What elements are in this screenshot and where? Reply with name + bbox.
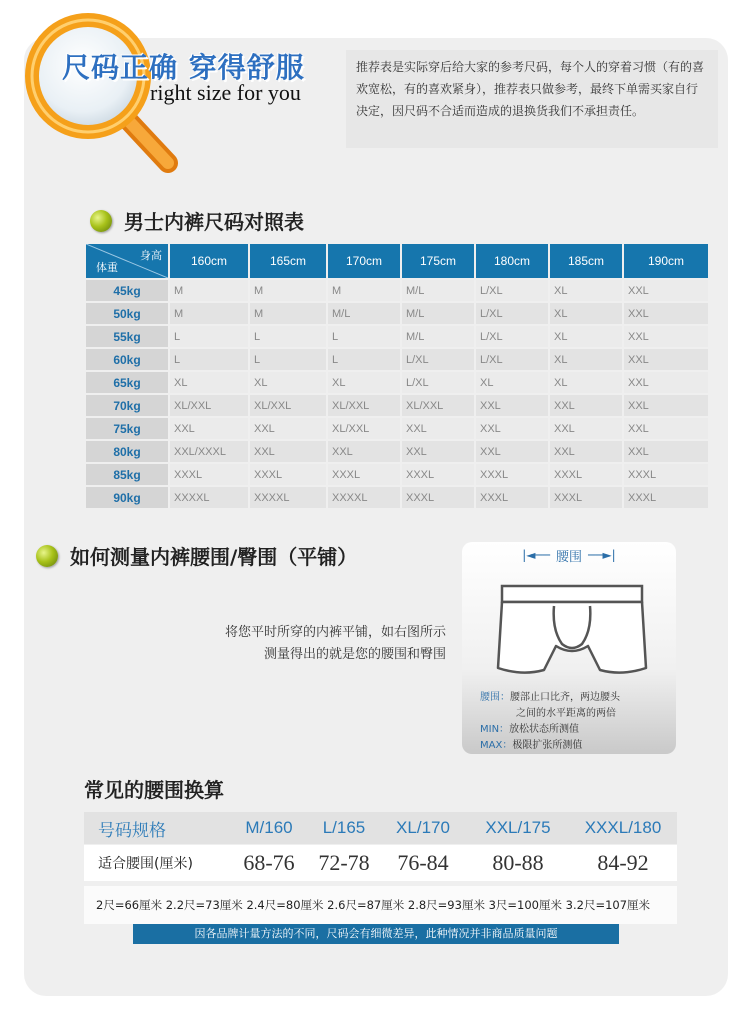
size-cell: M <box>250 303 326 324</box>
size-cell: XXXL <box>550 487 622 508</box>
size-cell: XXXL <box>550 464 622 485</box>
size-cell: M <box>170 303 248 324</box>
left-arrow-icon: |◄── <box>522 548 550 562</box>
size-cell: XXXXL <box>328 487 400 508</box>
instruction-line: 将您平时所穿的内裤平铺，如右图所示 <box>224 625 446 640</box>
diagram-waist-label: 腰围 <box>555 549 582 565</box>
size-chart-row <box>86 280 708 301</box>
size-spec: XXXL/180 <box>584 818 662 837</box>
note-key: MIN： <box>480 724 510 735</box>
size-cell: XXL/XXXL <box>170 441 248 462</box>
size-chart-row <box>86 372 708 393</box>
measure-title: 如何测量内裤腰围/臀围（平铺） <box>70 545 358 569</box>
size-cell: L <box>328 349 400 370</box>
size-cell: XXL <box>550 441 622 462</box>
waist-size-row <box>84 812 677 844</box>
size-cell: M <box>170 280 248 301</box>
page-title: 尺码正确 穿得舒服 <box>62 51 305 84</box>
right-arrow-icon: ──►| <box>588 548 616 562</box>
size-cell: XXL <box>624 441 708 462</box>
size-cell: XXXXL <box>170 487 248 508</box>
weight-cell: 70kg <box>86 395 168 416</box>
size-notice: 推荐表是实际穿后给大家的参考尺码，每个人的穿着习惯（有的喜欢宽松，有的喜欢紧身），推荐表只做参考，最终下单需买家自行决定，因尺码不合适而造成的退换货我们不承担责任。 <box>346 50 718 148</box>
size-cell: XL/XXL <box>328 395 400 416</box>
waist-range: 84-92 <box>597 850 649 875</box>
green-bullet-icon <box>36 545 58 567</box>
size-cell: XXL <box>476 418 548 439</box>
size-chart-row <box>86 418 708 439</box>
waist-measure-indicator <box>462 542 676 568</box>
size-cell: M/L <box>402 303 474 324</box>
size-cell: XXXL <box>328 464 400 485</box>
size-cell: L <box>250 349 326 370</box>
size-cell: XL/XXL <box>170 395 248 416</box>
disclaimer-bar: 因各品牌计量方法的不同，尺码会有细微差异，此种情况并非商品质量问题 <box>133 924 619 944</box>
size-chart-row <box>86 441 708 462</box>
height-header: 175cm <box>402 244 474 278</box>
waist-title: 常见的腰围换算 <box>84 778 224 802</box>
size-cell: XXXL <box>402 464 474 485</box>
size-spec: XL/170 <box>396 818 450 837</box>
waist-range: 68-76 <box>243 850 295 875</box>
note-key: 腰围： <box>480 692 510 703</box>
size-cell: XL <box>250 372 326 393</box>
weight-cell: 80kg <box>86 441 168 462</box>
height-header: 160cm <box>170 244 248 278</box>
size-cell: XL <box>550 303 622 324</box>
size-cell: L <box>328 326 400 347</box>
size-chart-title: 男士内裤尺码对照表 <box>124 210 304 234</box>
size-chart-row <box>86 464 708 485</box>
size-cell: L/XL <box>476 349 548 370</box>
size-cell: XXL <box>624 280 708 301</box>
size-cell: XXL <box>402 418 474 439</box>
size-cell: M <box>250 280 326 301</box>
height-header: 180cm <box>476 244 548 278</box>
size-cell: XL <box>476 372 548 393</box>
weight-cell: 85kg <box>86 464 168 485</box>
weight-cell: 75kg <box>86 418 168 439</box>
size-cell: XXXL <box>250 464 326 485</box>
height-header: 165cm <box>250 244 326 278</box>
size-cell: L/XL <box>402 372 474 393</box>
size-cell: XXL <box>402 441 474 462</box>
size-cell: L/XL <box>476 280 548 301</box>
size-cell: XL <box>550 280 622 301</box>
size-cell: L <box>250 326 326 347</box>
weight-cell: 65kg <box>86 372 168 393</box>
size-cell: XXXXL <box>250 487 326 508</box>
diagram-notes <box>480 690 620 754</box>
size-cell: XL <box>170 372 248 393</box>
green-bullet-icon <box>90 210 112 232</box>
waist-range: 72-78 <box>318 850 370 875</box>
chi-cm-conversion: 2尺=66厘米 2.2尺=73厘米 2.4尺=80厘米 2.6尺=87厘米 2.8尺=93厘米 3尺=100厘米 3.2尺=107厘米 <box>84 886 677 924</box>
note-key: MAX： <box>480 740 513 751</box>
note-text: 之间的水平距离的两倍 <box>516 708 616 719</box>
size-cell: M/L <box>328 303 400 324</box>
size-chart-body <box>86 280 708 508</box>
size-cell: L <box>170 349 248 370</box>
weight-cell: 60kg <box>86 349 168 370</box>
size-cell: XXL <box>476 395 548 416</box>
size-cell: L/XL <box>402 349 474 370</box>
corner-weight-label: 体重 <box>96 262 118 274</box>
size-chart-table <box>84 242 710 510</box>
waist-range-row <box>84 845 677 881</box>
size-chart-heading <box>90 206 304 235</box>
size-cell: XXL <box>550 395 622 416</box>
size-cell: XL <box>550 326 622 347</box>
weight-cell: 90kg <box>86 487 168 508</box>
size-cell: XXL <box>624 303 708 324</box>
size-cell: XL <box>550 372 622 393</box>
size-spec: M/160 <box>245 818 293 837</box>
note-text: 腰部止口比齐，两边腰头 <box>510 692 620 703</box>
size-chart-row <box>86 326 708 347</box>
measure-diagram <box>462 542 676 754</box>
size-cell: XXL <box>624 418 708 439</box>
table-corner-cell <box>86 244 168 278</box>
measure-heading <box>36 541 357 570</box>
size-cell: XXXL <box>476 487 548 508</box>
size-spec: XXL/175 <box>485 818 551 837</box>
size-cell: XL <box>328 372 400 393</box>
height-header: 190cm <box>624 244 708 278</box>
fit-waist-label: 适合腰围(厘米) <box>98 856 193 872</box>
size-cell: L/XL <box>476 303 548 324</box>
size-cell: XXL <box>624 326 708 347</box>
size-cell: XXXL <box>402 487 474 508</box>
instruction-line: 测量得出的就是您的腰围和臀围 <box>263 647 446 662</box>
size-cell: XL <box>550 349 622 370</box>
note-text: 极限扩张所测值 <box>512 740 583 751</box>
size-cell: XL/XXL <box>328 418 400 439</box>
waist-range: 80-88 <box>492 850 544 875</box>
size-cell: XXL <box>624 372 708 393</box>
size-cell: XXL <box>328 441 400 462</box>
size-cell: XXL <box>250 418 326 439</box>
size-cell: XL/XXL <box>250 395 326 416</box>
page-subtitle: right size for you <box>150 80 301 105</box>
size-cell: XXXL <box>624 464 708 485</box>
weight-cell: 50kg <box>86 303 168 324</box>
waist-range: 76-84 <box>397 850 449 875</box>
size-spec: L/165 <box>322 818 366 837</box>
briefs-illustration <box>492 572 652 684</box>
size-cell: XXXL <box>476 464 548 485</box>
size-cell: XXL <box>476 441 548 462</box>
size-chart-row <box>86 349 708 370</box>
note-text: 放松状态所测值 <box>509 724 580 735</box>
size-cell: L <box>170 326 248 347</box>
height-header: 170cm <box>328 244 400 278</box>
size-cell: XXL <box>170 418 248 439</box>
measure-instructions <box>190 622 446 666</box>
size-cell: XXXL <box>170 464 248 485</box>
corner-height-label: 身高 <box>140 250 162 262</box>
size-chart-header-row <box>86 244 708 278</box>
size-cell: XXL <box>624 395 708 416</box>
size-cell: XXL <box>550 418 622 439</box>
size-chart-row <box>86 487 708 508</box>
size-cell: XXL <box>250 441 326 462</box>
size-cell: M/L <box>402 326 474 347</box>
size-chart-row <box>86 303 708 324</box>
weight-cell: 55kg <box>86 326 168 347</box>
height-header: 185cm <box>550 244 622 278</box>
size-chart-row <box>86 395 708 416</box>
size-spec-label: 号码规格 <box>98 820 166 840</box>
size-cell: XXXL <box>624 487 708 508</box>
size-cell: M <box>328 280 400 301</box>
size-cell: XL/XXL <box>402 395 474 416</box>
size-cell: L/XL <box>476 326 548 347</box>
size-cell: XXL <box>624 349 708 370</box>
weight-cell: 45kg <box>86 280 168 301</box>
size-cell: M/L <box>402 280 474 301</box>
